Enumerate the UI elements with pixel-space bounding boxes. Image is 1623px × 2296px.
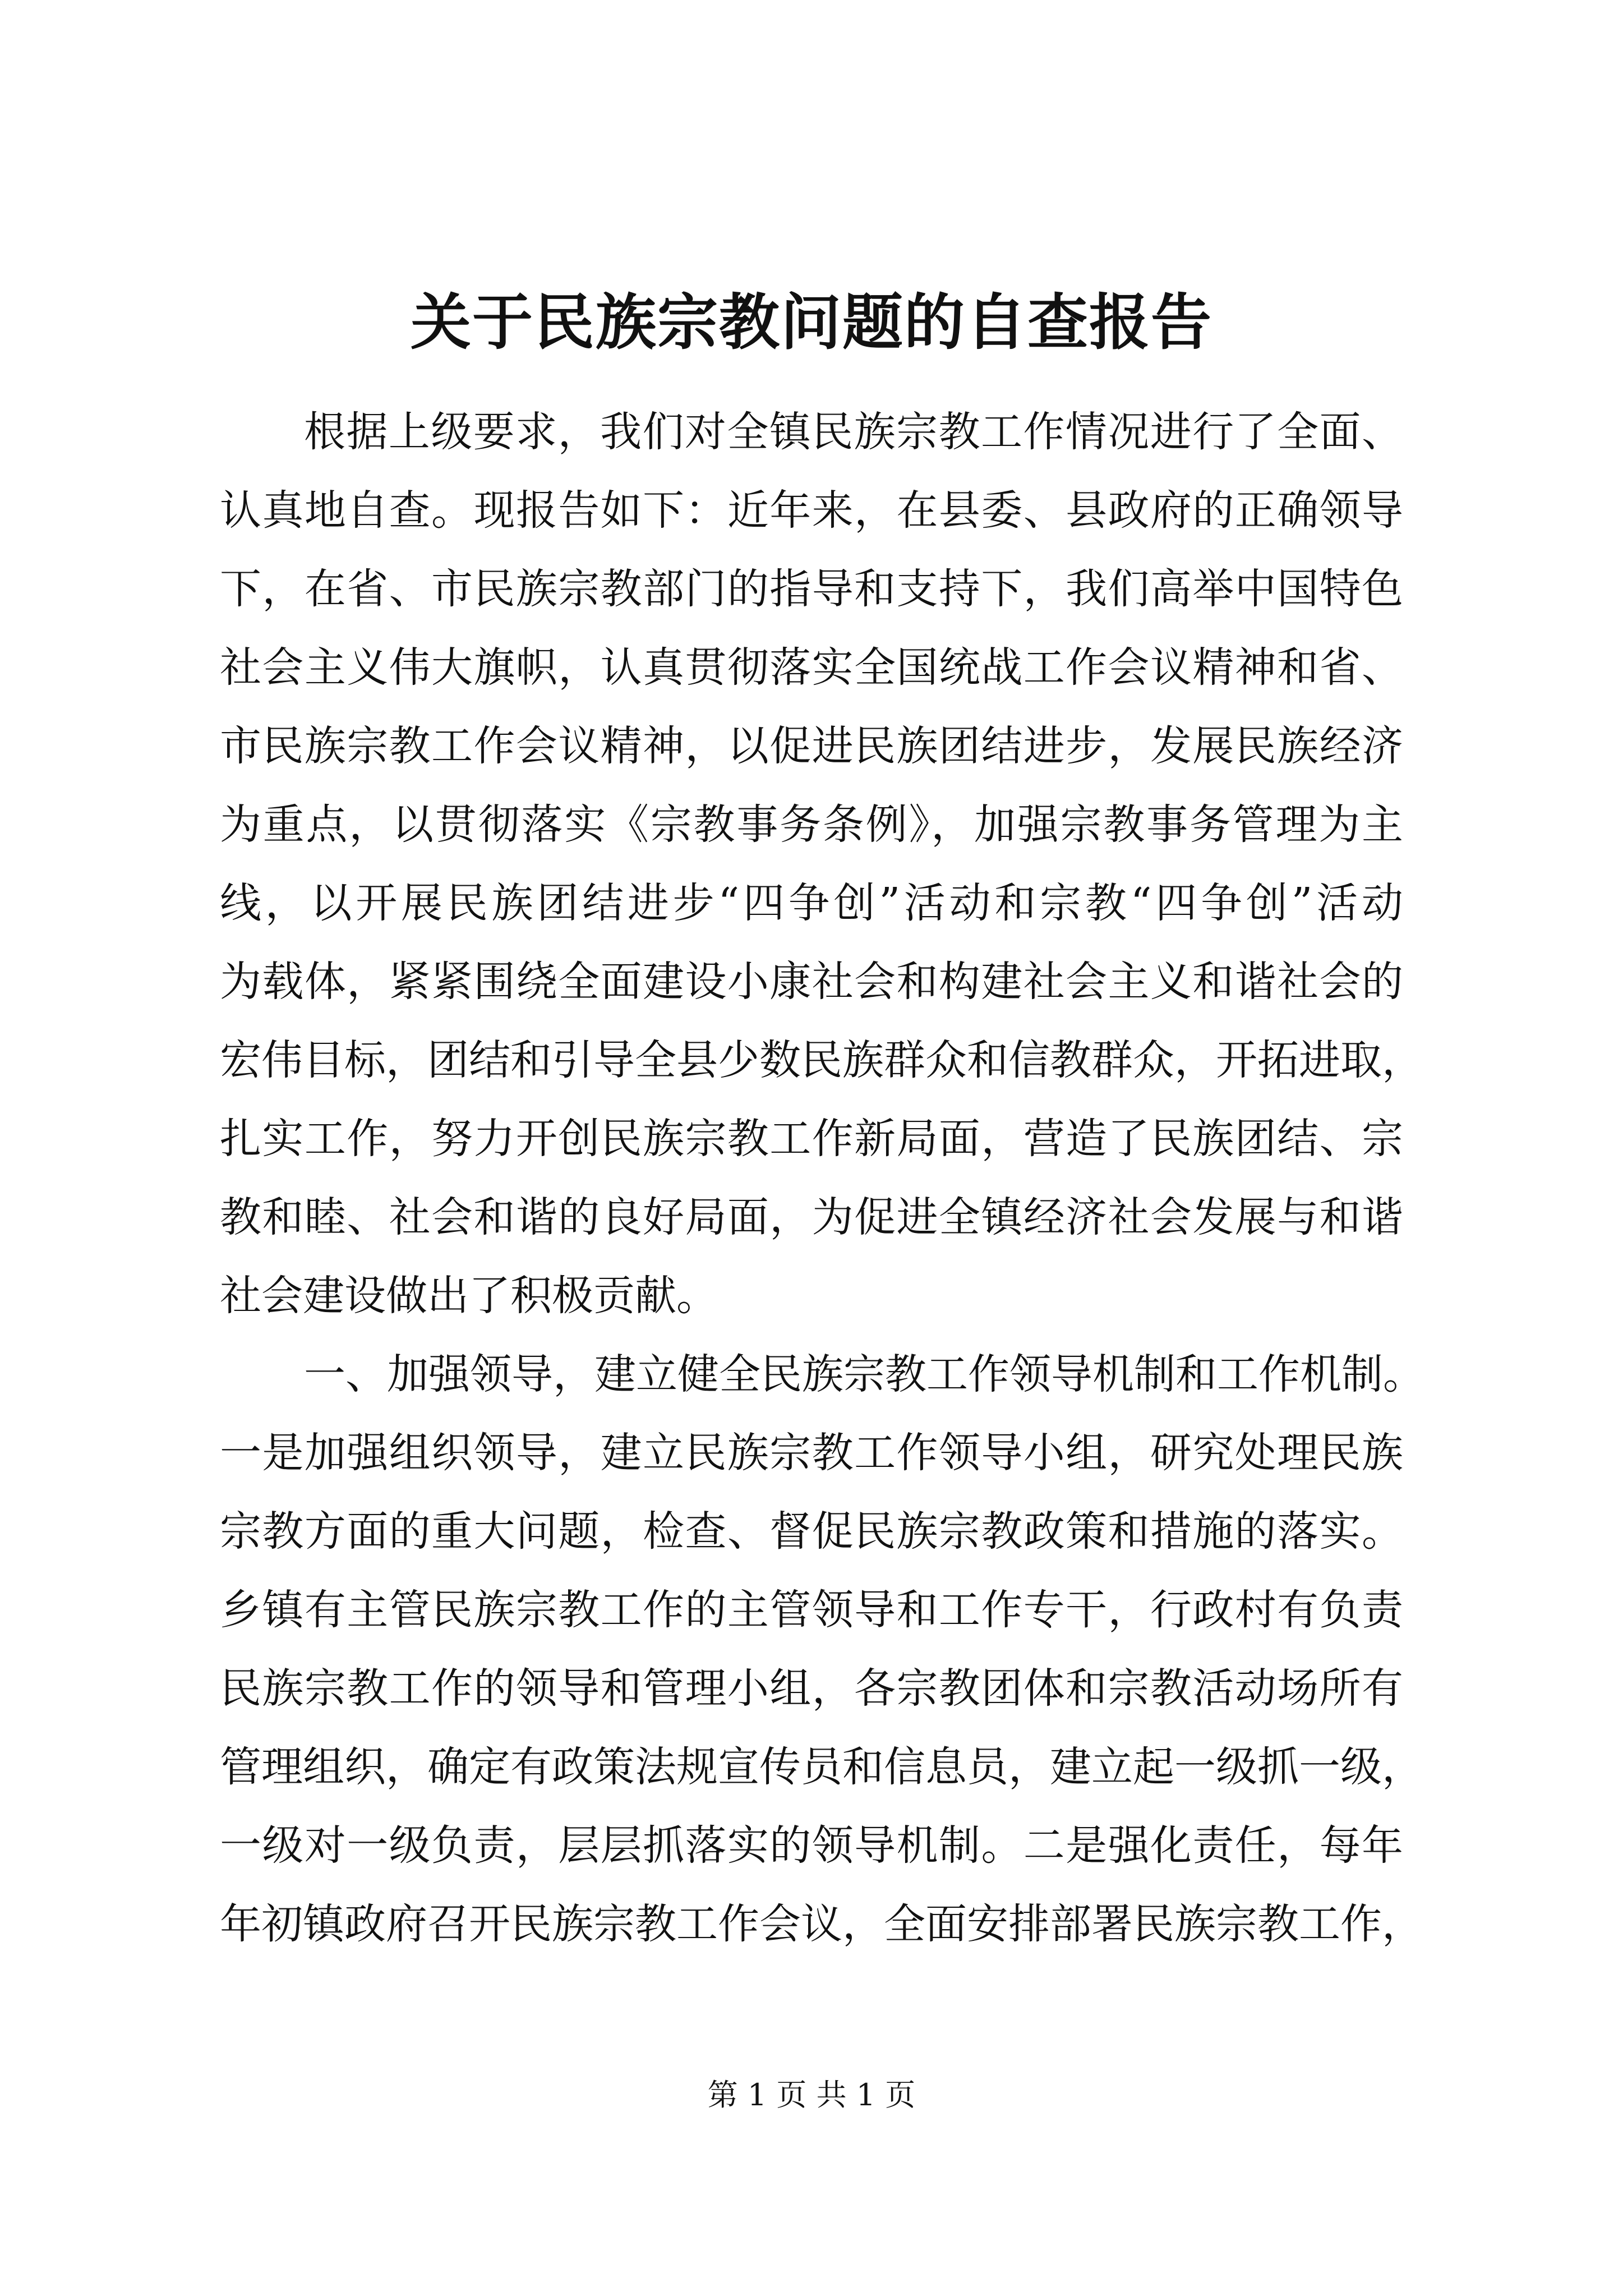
text-line: 下，在省、市民族宗教部门的指导和支持下，我们高举中国特色: [220, 565, 1403, 613]
text-line: 民族宗教工作的领导和管理小组，各宗教团体和宗教活动场所有: [220, 1664, 1403, 1713]
text-line: 乡镇有主管民族宗教工作的主管领导和工作专干，行政村有负责: [220, 1586, 1403, 1634]
text-line: 社会主义伟大旗帜，认真贯彻落实全国统战工作会议精神和省、: [220, 643, 1403, 692]
text-line: 线，以开展民族团结进步“四争创”活动和宗教“四争创”活动: [220, 879, 1403, 927]
text-line: 宗教方面的重大问题，检查、督促民族宗教政策和措施的落实。: [220, 1507, 1403, 1556]
page-number-footer: 第 1 页 共 1 页: [707, 2077, 916, 2113]
text-line: 一级对一级负责，层层抓落实的领导机制。二是强化责任，每年: [220, 1821, 1403, 1870]
text-line: 年初镇政府召开民族宗教工作会议，全面安排部署民族宗教工作，: [220, 1900, 1423, 1948]
text-line: 宏伟目标，团结和引导全县少数民族群众和信教群众，开拓进取，: [220, 1036, 1423, 1084]
text-line: 市民族宗教工作会议精神，以促进民族团结进步，发展民族经济: [220, 722, 1403, 770]
document-body: [220, 393, 1424, 1963]
text-line: 扎实工作，努力开创民族宗教工作新局面，营造了民族团结、宗: [220, 1115, 1403, 1163]
text-line: 认真地自查。现报告如下：近年来，在县委、县政府的正确领导: [220, 486, 1403, 535]
text-line: 为重点，以贯彻落实《宗教事务条例》，加强宗教事务管理为主: [220, 800, 1403, 849]
text-line: 一、加强领导，建立健全民族宗教工作领导机制和工作机制。: [304, 1350, 1424, 1398]
text-line: 教和睦、社会和谐的良好局面，为促进全镇经济社会发展与和谐: [220, 1193, 1403, 1241]
document-title: 关于民族宗教问题的自查报告: [410, 287, 1212, 358]
text-line: 为载体，紧紧围绕全面建设小康社会和构建社会主义和谐社会的: [220, 958, 1403, 1006]
text-line: 管理组织，确定有政策法规宣传员和信息员，建立起一级抓一级，: [220, 1743, 1423, 1791]
text-line: 根据上级要求，我们对全镇民族宗教工作情况进行了全面、: [304, 408, 1403, 456]
text-line: 一是加强组织领导，建立民族宗教工作领导小组，研究处理民族: [220, 1429, 1403, 1477]
text-line: 社会建设做出了积极贡献。: [220, 1272, 718, 1320]
